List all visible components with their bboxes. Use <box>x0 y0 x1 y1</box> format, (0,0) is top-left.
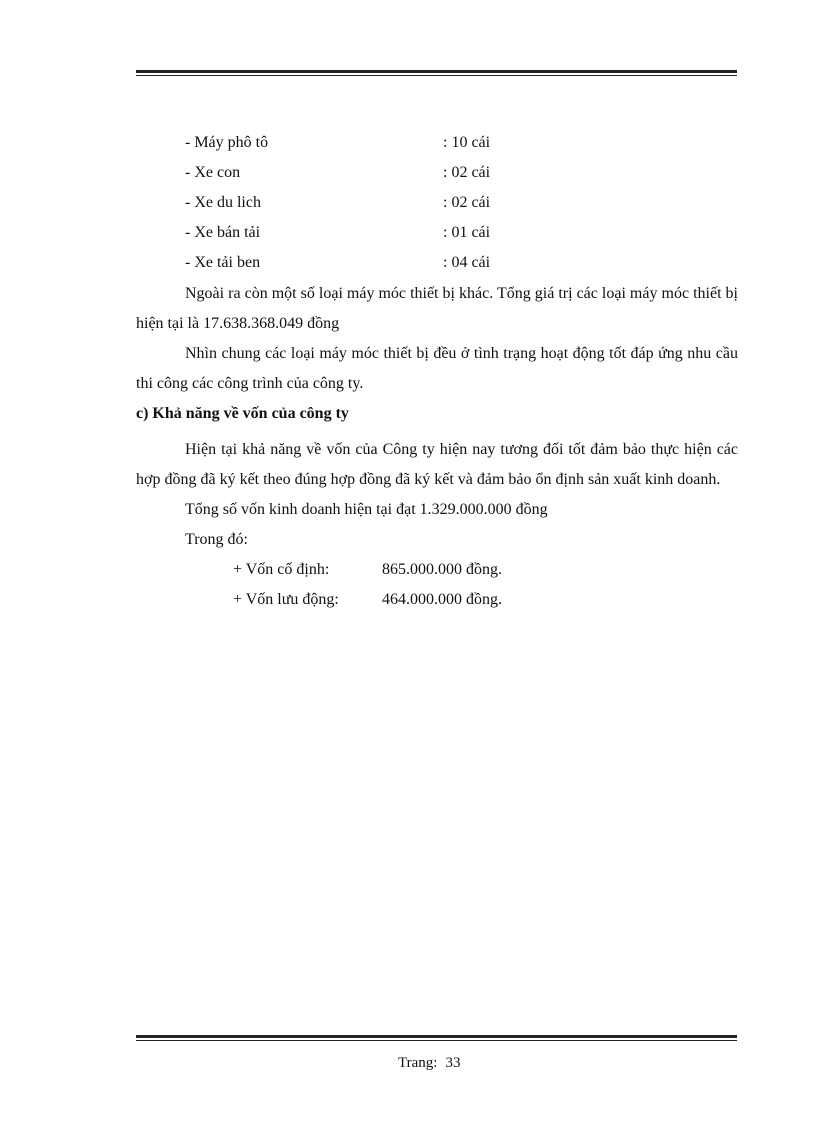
capital-item-label: + Vốn lưu động: <box>233 591 339 608</box>
header-rule <box>136 70 737 76</box>
equipment-name: - Xe tải ben <box>185 254 261 271</box>
equipment-summary-paragraph: Ngoài ra còn một số loại máy móc thiết bị khác. Tổng giá trị các loại máy móc thiết bị hiện tại là 17.638.368.049 đồng <box>136 285 738 332</box>
equipment-qty: : 10 cái <box>443 134 491 151</box>
capital-item <box>136 555 738 585</box>
page-content <box>136 128 738 615</box>
equipment-row <box>136 128 738 158</box>
capital-item-value: 865.000.000 đồng. <box>382 561 502 578</box>
capital-item-label: + Vốn cố định: <box>233 561 330 578</box>
equipment-condition-paragraph: Nhìn chung các loại máy móc thiết bị đều ở tình trạng hoạt động tốt đáp ứng nhu cầu thi công các công trình của công ty. <box>136 345 738 392</box>
equipment-name: - Xe du lich <box>185 194 261 211</box>
equipment-name: - Máy phô tô <box>185 134 269 151</box>
equipment-row <box>136 248 738 278</box>
footer-rule <box>136 1035 737 1041</box>
equipment-name: - Xe con <box>185 164 241 181</box>
equipment-row <box>136 158 738 188</box>
capital-total: Tổng số vốn kinh doanh hiện tại đạt 1.329.000.000 đồng <box>185 501 548 518</box>
capital-item-value: 464.000.000 đồng. <box>382 591 502 608</box>
capital-breakdown-label: Trong đó: <box>185 531 248 548</box>
equipment-row <box>136 188 738 218</box>
section-heading: c) Khả năng về vốn của công ty <box>136 405 349 422</box>
equipment-qty: : 04 cái <box>443 254 491 271</box>
equipment-row <box>136 218 738 248</box>
page-label: Trang: <box>398 1055 438 1071</box>
equipment-qty: : 02 cái <box>443 194 491 211</box>
page-number: 33 <box>445 1055 461 1071</box>
equipment-qty: : 01 cái <box>443 224 491 241</box>
equipment-name: - Xe bán tải <box>185 224 261 241</box>
equipment-qty: : 02 cái <box>443 164 491 181</box>
capital-item <box>136 585 738 615</box>
page-indicator <box>398 1055 460 1072</box>
capital-intro-paragraph: Hiện tại khả năng về vốn của Công ty hiện nay tương đối tốt đảm bảo thực hiện các hợp đồng đã ký kết theo đúng hợp đồng đã ký kết và đảm bảo ổn định sản xuất kinh doanh. <box>136 441 738 488</box>
